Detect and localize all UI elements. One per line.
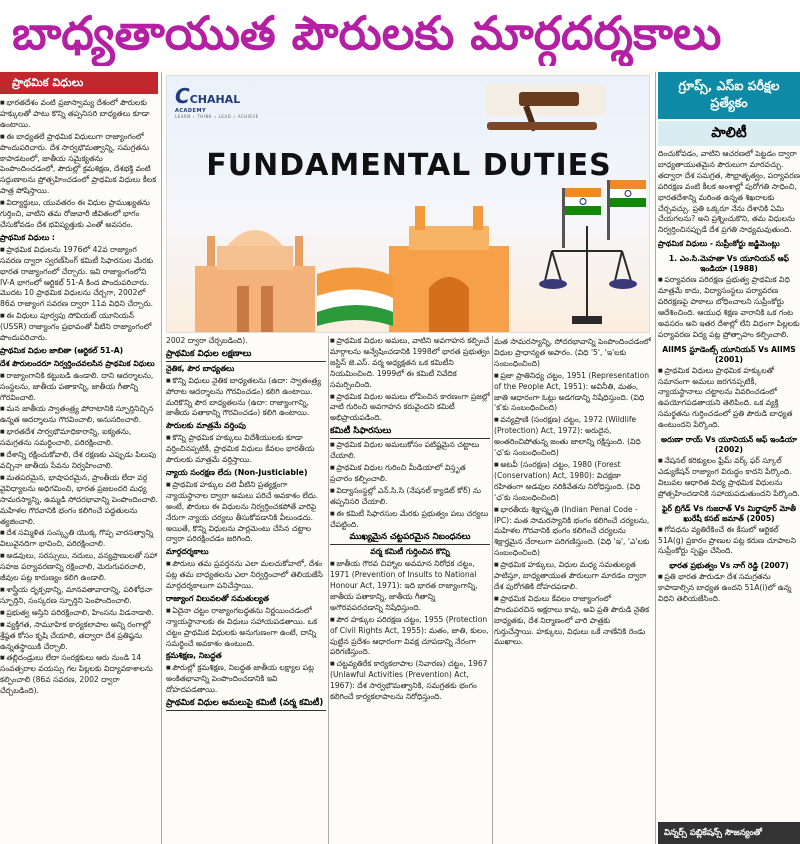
recommendation-item: ■ ఈ కమిటీ సిఫారసుల మేరకు ప్రభుత్వం పలు చర్యలు చేపట్టింది.	[330, 509, 490, 531]
duty-item: ■ వ్యక్తిగత, సామూహిక కార్యకలాపాల అన్ని రంగాల్లో శ్రేష్ఠత కోసం కృషి చేయాలి, తద్వారా దేశ ప్రతిష్ఠను ఉన్నతస్థాయికి చేర్చాలి.	[0, 620, 158, 653]
exam-special-banner: గ్రూప్స్, ఎస్ఐ పరీక్షల ప్రత్యేకం	[658, 72, 800, 119]
body-text: ■ పౌరుల్లో క్రమశిక్షణ, నిబద్ధత జాతీయ లక్ష్యాల పట్ల అంకితభావాన్ని పెంపొందించడానికి ఇవి దోహదపడతాయి.	[166, 663, 326, 696]
recommendation-item: ■ ప్రాథమిక విధుల అమలుకోసం పటిష్టమైన చట్టాలు చేయాలి.	[330, 440, 490, 462]
case-text: ■ గోవధను వ్యతిరేకించే ఈ కేసులో ఆర్టికల్ 51A(g) ప్రకారం ప్రాణుల పట్ల కరుణ చూపాలని సుప్రీంకోర్టు స్పష్టం చేసింది.	[658, 525, 800, 558]
body-text: ■ ప్రాథమిక విధులు కేవలం రాజ్యాంగంలో పొందుపరచిన అక్షరాలు కావు, అవి ప్రతి పౌరుడి నైతిక బాధ్యతకు, దేశ నిర్మాణంలో వారి పాత్రకు గుర్తుచేస్తాయి. హక్కులు, విధులు ఒకే నాణేనికి రెండు ముఖాలు.	[494, 594, 652, 649]
logo-tag: ACADEMY	[175, 108, 207, 114]
logo-subtext: LEARN ∙ THINK ∙ LEAD ∙ ACHIEVE	[175, 114, 259, 119]
chahal-logo	[175, 84, 259, 119]
section-subtitle: న్యాయ సంరక్షణ లేదు (Non-Justiciable)	[166, 467, 308, 477]
continuation-text: 2002 ద్వారా చేర్చబడింది).	[166, 336, 248, 345]
center-column-2	[330, 336, 490, 844]
right-column	[658, 72, 800, 844]
poster-title: FUNDAMENTAL DUTIES	[206, 148, 612, 183]
body-text: ■ కొన్ని విధులు నైతిక బాధ్యతలను (ఉదా: స్వాతంత్ర్య పోరాట ఆదర్శాలను గౌరవించడం) కలిగి ఉంటాయి. మరికొన్ని పౌర బాధ్యతలను (ఉదా: రాజ్యాంగాన్ని, జాతీయ పతాకాన్ని గౌరవించడం) కలిగి ఉంటాయి.	[166, 376, 326, 420]
duty-item: ■ మన జాతీయ స్వాతంత్ర్య పోరాటానికి స్ఫూర్తినిచ్చిన ఉన్నత ఆదర్శాలను గౌరవించాలి, అనుసరించాలి.	[0, 404, 158, 426]
section-title: ప్రాథమిక విధులు - సుప్రీంకోర్టు జడ్జిమెంట్లు	[658, 239, 780, 249]
left-paragraph: ■ విద్యార్థులు, యువతరం ఈ విధుల ప్రాముఖ్యతను గుర్తించి, వాటిని తమ రోజువారీ జీవితంలో భాగం చేసుకోవడం దేశ భవిష్యత్తుకు ఎంతో అవసరం.	[0, 198, 158, 231]
section-subtitle: క్రమశిక్షణ, నిబద్ధత	[166, 651, 222, 661]
body-text: ■ భారతీయ శిక్షాస్మృతి (Indian Penal Code - IPC): మత సామరస్యానికి భంగం కలిగించే చర్యలను, మహిళల గౌరవానికి భంగం కలిగించే చర్యలను శిక్షార్హమైన నేరాలుగా పరిగణిస్తుంది. (విధి 'ఇ', 'ఎ'లకు సంబంధించింది)	[494, 505, 652, 560]
body-text: ■ కొన్ని ప్రాథమిక హక్కులు విదేశీయులకు కూడా వర్తించినప్పటికీ, ప్రాథమిక విధులు కేవలం భారతీయ పౌరులకు మాత్రమే వర్తిస్తాయి.	[166, 433, 326, 466]
recommendation-item: ■ ప్రాథమిక విధుల గురించి మీడియాలో విస్తృత ప్రచారం కల్పించాలి.	[330, 463, 490, 485]
duty-item: ■ భారతదేశ సార్వభౌమాధికారాన్ని, ఐక్యతను, సమగ్రతను సమర్థించాలి, పరిరక్షించాలి.	[0, 427, 158, 449]
left-paragraph: ■ ప్రాథమిక విధులను 1976లో 42వ రాజ్యాంగ సవరణ ద్వారా స్వరణ్‌సింగ్ కమిటీ సిఫారసుల మేరకు భారత రాజ్యాంగంలో చేర్చారు. ఇవి రాజ్యాంగంలోని IV-A భాగంలో ఆర్టికల్ 51-A కింద పొందుపరిచారు. మొదట 10 ప్రాథమిక విధులను చేర్చగా, 2002లో 86వ రాజ్యాంగ సవరణ ద్వారా 11వ విధిని చేర్చారు.	[0, 245, 158, 310]
duty-item: ■ మతపరమైన, భాషాపరమైన, ప్రాంతీయ లేదా వర్గ వైవిధ్యాలను అధిగమించి, భారత ప్రజలందరి మధ్య సామరస్యాన్ని, ఉమ్మడి సోదరభావాన్ని పెంపొందించాలి. మహిళల గౌరవానికి భంగం కలిగించే పద్ధతులను త్యజించాలి.	[0, 473, 158, 528]
body-text: ■ ప్రాథమిక హక్కుల వలె వీటిని ప్రత్యక్షంగా న్యాయస్థానాల ద్వారా అమలు పరిచే అవకాశం లేదు. అంటే, పౌరులు ఈ విధులను నిర్వర్తించకపోతే వారిపై నేరుగా న్యాయ చర్యలు తీసుకోవడానికి వీలుండదు. అయితే, కొన్ని విధులను పార్లమెంటు చేసిన చట్టాల ద్వారా పరిరక్షించడం జరిగింది.	[166, 480, 326, 545]
case-title: AIIMS స్టూడెంట్స్ యూనియన్ Vs AIIMS (2001)	[662, 344, 796, 364]
section-subtitle: నైతిక, పౌర బాధ్యతలు	[166, 363, 235, 373]
body-text: ■ జాతీయ గౌరవ చిహ్నాల అవమాన నిరోధక చట్టం, 1971 (Prevention of Insults to National Honour Act, 1971): ఇది భారత రాజ్యాంగాన్ని, జాతీయ పతాకాన్ని, జాతీయ గీతాన్ని అగౌరవపరచడాన్ని నిషేధిస్తుంది.	[330, 559, 490, 614]
duty-item: ■ దేశాన్ని రక్షించుకోవాలి, దేశ రక్షణకు ఎప్పుడు పిలుపు వచ్చినా జాతీయ సేవను నిర్వహించాలి.	[0, 450, 158, 472]
column-divider	[492, 336, 493, 844]
center-column-3	[494, 75, 652, 844]
logo-name: CHAHAL	[189, 93, 241, 106]
body-text: ■ ప్రాథమిక విధుల అమలు, వాటిని అవగాహన కల్పించే మార్గాలను అన్వేషించడానికి 1998లో భారత ప్రభుత్వం జస్టిస్ జె.ఎస్. వర్మ అధ్యక్షతన ఒక కమిటీని నియమించింది. 1999లో ఈ కమిటీ నివేదిక సమర్పించింది.	[330, 336, 490, 391]
left-heading: ప్రాథమిక విధులు	[0, 72, 158, 94]
case-text: ■ ప్రాథమిక విధులు ప్రాథమిక హక్కులతో సమానంగా అమలు జరగనప్పటికీ, న్యాయస్థానాలు చట్టాలను వివరించడంలో ఉపయోగపడతాయని తెలిపింది. ఒక వ్యక్తి సమర్థతను గుర్తించడంలో ప్రతి పౌరుడి బాధ్యత ఉంటుందని పేర్కొంది.	[658, 366, 800, 431]
center-column-1	[166, 336, 326, 844]
duty-item: ■ దేశ సమ్మిళిత సంస్కృతి యొక్క గొప్ప వారసత్వాన్ని విలువైనదిగా భావించి, పరిరక్షించాలి.	[0, 528, 158, 550]
monument-left-icon	[195, 230, 315, 333]
column-divider	[328, 336, 329, 844]
left-subheading: ప్రాథమిక విధుల జాబితా (ఆర్టికల్ 51-A)	[0, 345, 124, 355]
body-text: ■ పౌరులు తమ ప్రవర్తనను ఎలా మలచుకోవాలో, దేశం పట్ల తమ బాధ్యతలను ఎలా నిర్వర్తించాలో తెలియజేసే మార్గదర్శకాలుగా పనిచేస్తాయి.	[166, 559, 326, 592]
column-divider	[655, 72, 656, 844]
section-subtitle: మార్గదర్శకాలు	[166, 547, 209, 557]
body-text: ■ పౌర హక్కుల పరిరక్షణ చట్టం, 1955 (Protection of Civil Rights Act, 1955): మతం, జాతి, కులం, పుట్టిన ప్రదేశం ఆధారంగా వివక్ష చూపడాన్ని నేరంగా పరిగణిస్తుంది.	[330, 615, 490, 659]
body-text: ■ ప్రాథమిక విధుల అమలు లోపించిన కారణంగా ప్రజల్లో వాటి గురించి అవగాహన కరువైందని కమిటీ అభిప్రాయపడింది.	[330, 392, 490, 425]
case-text: ■ నేషనల్ కరిక్యులం ఫ్రేమ్ వర్క్ ఫర్ స్కూల్ ఎడ్యుకేషన్ రాజ్యాంగ విరుద్ధం కాదని పేర్కొంది. విలువల ఆధారిత విద్య ప్రాథమిక విధులను ప్రోత్సహించడానికి సహాయపడుతుందని పేర్కొంది.	[658, 456, 800, 500]
section-title: కమిటీ సిఫారసులు	[330, 426, 490, 439]
case-text: ■ ప్రతి భారత పౌరుడూ దేశ సమగ్రతను కాపాడాల్సిన బాధ్యత ఉందని 51A(i)లో ఉన్న విధిని తెలియజేసింది.	[658, 572, 800, 605]
column-divider	[161, 72, 162, 844]
left-subheading: దేశ పౌరులందరూ నిర్వర్తించవలసిన ప్రాథమిక విధులు	[0, 358, 155, 368]
body-text: ■ వన్యప్రాణి (సంరక్షణ) చట్టం, 1972 (Wildlife (Protection) Act, 1972): అరుదైన, అంతరించిపోతున్న జంతు జాలాన్ని రక్షిస్తుంది. (విధి 'ఛ'కు సంబంధించింది)	[494, 415, 652, 459]
left-paragraph: ■ ఈ బాధ్యతలే ప్రాథమిక విధులుగా రాజ్యాంగంలో పొందుపరిచారు. దేశ సార్వభౌమత్వాన్ని, సమగ్రతను కాపాడటంలో, జాతీయ సమైక్యతను పెంపొందించడంలో, పౌరుల్లో క్రమశిక్షణ, దేశభక్తి వంటి సద్గుణాలను ప్రోత్సహించడంలో ప్రాథమిక విధులు కీలక పాత్ర పోషిస్తాయి.	[0, 132, 158, 197]
page-headline: బాధ్యతాయుత పౌరులకు మార్గదర్శకాలు	[0, 0, 800, 66]
section-subtitle: వర్మ కమిటీ గుర్తించిన కొన్ని	[370, 547, 450, 557]
body-text: ■ చట్టవ్యతిరేక కార్యకలాపాల (నివారణ) చట్టం, 1967 (Unlawful Activities (Prevention) Act, 1967): దేశ సార్వభౌమత్వానికి, సమగ్రతకు భంగం కలిగించే కార్యకలాపాలను నిరోధిస్తుంది.	[330, 659, 490, 703]
section-title: ప్రాథమిక విధుల అమలుపై కమిటీ (వర్మ కమిటీ)	[166, 698, 326, 711]
duty-item: ■ అడవులు, సరస్సులు, నదులు, వన్యప్రాణులతో సహా సహజ పర్యావరణాన్ని రక్షించాలి, మెరుగుపరచాలి, జీవుల పట్ల కారుణ్యం కలిగి ఉండాలి.	[0, 551, 158, 584]
case-text: ■ పర్యావరణ పరిరక్షణ ప్రభుత్వ ప్రాథమిక విధి మాత్రమే కాదు, విద్యాసంస్థలు పర్యావరణ పరిరక్షణపై పాఠాలు బోధించాలని సుప్రీంకోర్టు ఆదేశించింది. ఆయుధ శిక్షణ వారానికి ఒక గంట అవసరం అని ఇతర దేశాల్లో లేని విధంగా పిల్లలకు పర్యావరణ విద్య పట్ల ప్రోత్సాహం కల్పించాలి.	[658, 275, 800, 340]
body-text: ■ ప్రజా ప్రాతినిధ్య చట్టం, 1951 (Representation of the People Act, 1951): అవినీతి, మతం, జాతి ఆధారంగా ఓట్లు అడగడాన్ని నిషేధిస్తుంది. (విధి 'క'కు సంబంధించింది)	[494, 371, 652, 415]
duty-item: ■ రాజ్యాంగానికి కట్టుబడి ఉండాలి. దాని ఆదర్శాలను, సంస్థలను, జాతీయ పతాకాన్ని, జాతీయ గీతాన్ని గౌరవించాలి.	[0, 371, 158, 404]
left-paragraph: ■ ఈ విధులు పూర్వపు సోవియట్ యూనియన్ (USSR) రాజ్యాంగం ప్రభావంతో వీటిని రాజ్యాంగంలో పొందుపరిచారు.	[0, 311, 158, 344]
section-subtitle: పౌరులకు మాత్రమే వర్తింపు	[166, 421, 246, 431]
case-title: ఫైర్ బ్రిగేడ్ Vs గుజరాత్ Vs మిర్జాపూర్ మోతీ ఖురేషీ కసబ్ జమాత్ (2005)	[662, 503, 796, 523]
duty-item: ■ తల్లిదండ్రులు లేదా సంరక్షకులు ఆరు నుండి 14 సంవత్సరాల వయస్సు గల పిల్లలకు విద్యావకాశాలను కల్పించాలి (86వ సవరణ, 2002 ద్వారా చేర్చబడింది).	[0, 653, 158, 697]
section-title: ముఖ్యమైన చట్టపరమైన నిబంధనలు	[330, 532, 490, 545]
section-title: ప్రాథమిక విధుల లక్షణాలు	[166, 349, 326, 362]
recommendation-item: ■ విద్యాసంస్థల్లో ఎన్‌.సి.సి (నేషనల్ క్యాడెట్ కోర్) ను తప్పనిసరి చేయాలి.	[330, 486, 490, 508]
body-text: ■ ప్రాథమిక హక్కులు, విధుల మధ్య సమతుల్యత పాటిస్తూ, బాధ్యతాయుత పౌరులుగా మారడం ద్వారా దేశ పురోగతికి దోహదపడాలి.	[494, 560, 652, 593]
publisher-credit: విన్నర్స్ పబ్లికేషన్స్ సౌజన్యంతో	[658, 822, 800, 844]
body-text: ■ అటవీ (సంరక్షణ) చట్టం, 1980 (Forest (Conservation) Act, 1980): విచక్షణా రహితంగా అడవుల నరికివేతను నిరోధిస్తుంది. (విధి 'ఛ'కు సంబంధించింది)	[494, 460, 652, 504]
polity-label: పాలిటీ	[658, 121, 800, 146]
duty-item: ■ ప్రభుత్వ ఆస్తిని పరిరక్షించాలి, హింసను విడనాడాలి.	[0, 608, 158, 619]
left-paragraph: ■ భారతదేశం వంటి ప్రజాస్వామ్య దేశంలో పౌరులకు హక్కులతో పాటు కొన్ని తప్పనిసరి బాధ్యతలు కూడా ఉంటాయి.	[0, 98, 158, 131]
body-text: మత సామరస్యాన్ని, సోదరభావాన్ని పెంపొందించడంలో విధుల ప్రాధాన్యత అపారం. (విధి '5', 'ఇ'లకు సంబంధించింది)	[494, 337, 651, 368]
case-title: 1. ఎం.సి.మెహతా Vs యూనియన్ ఆఫ్ ఇండియా (1988)	[668, 254, 790, 274]
case-title: భారత ప్రభుత్వం Vs నాగ్ రెడ్డి (2007)	[669, 561, 789, 571]
section-subtitle: రాజ్యాంగ విలువలతో సమతుల్యత	[166, 593, 269, 603]
case-title: అరుణా రాయ్ Vs యూనియన్ ఆఫ్ ఇండియా (2002)	[661, 435, 797, 455]
monument-center-icon	[389, 206, 509, 333]
logo-mark: C	[175, 84, 190, 108]
duty-item: ■ శాస్త్రీయ దృక్పథాన్ని, మానవతావాదాన్ని, పరిశోధనా స్ఫూర్తిని, సంస్కరణ స్ఫూర్తిని పెంపొందించాలి.	[0, 585, 158, 607]
left-subheading: ప్రాథమిక విధులు :	[0, 232, 55, 242]
poster-spacer	[494, 75, 652, 333]
left-column	[0, 72, 158, 844]
body-text: ■ ఏదైనా చట్టం రాజ్యాంగబద్ధతను నిర్ణయించడంలో న్యాయస్థానాలకు ఈ విధులు సహాయపడతాయి. ఒక చట్టం ప్రాథమిక విధులకు అనుగుణంగా ఉంటే, దాన్ని సమర్థించే అవకాశం ఉంటుంది.	[166, 606, 326, 650]
body-text: దించుకోవడం, వాటిని ఆచరణలో పెట్టడం ద్వారా బాధ్యతాయుతమైన పౌరులుగా మారవచ్చు. తద్వారా దేశ సమగ్రత, సౌభ్రాతృత్వం, పర్యావరణ పరిరక్షణ వంటి కీలక అంశాల్లో పురోగతి సాధించి, భారతదేశాన్ని మరింత ఉన్నత శిఖరాలకు చేర్చవచ్చు. ప్రతి ఒక్కరూ నేను దేశానికి ఏమి చేయగలను? అని ప్రశ్నించుకొని, తమ విధులను నిర్వర్తించినప్పుడే దేశ ప్రగతి సాధ్యమవుతుంది.	[658, 149, 800, 235]
